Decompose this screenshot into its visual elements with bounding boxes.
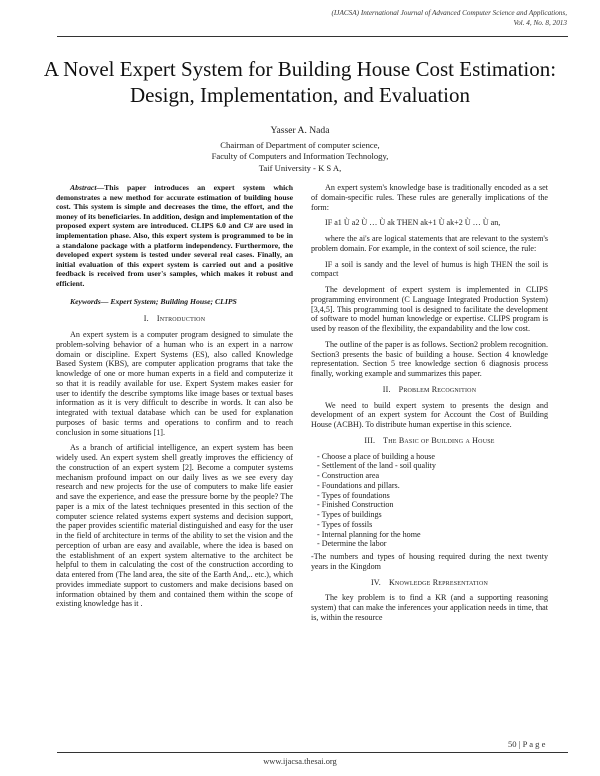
author-affiliation-1: Chairman of Department of computer science, bbox=[220, 139, 380, 150]
list-item: - Settlement of the land - soil quality bbox=[317, 461, 436, 471]
author-affiliation-3: Taif University - K S A, bbox=[258, 162, 342, 173]
left-column bbox=[56, 183, 293, 615]
list-item: - Finished Construction bbox=[317, 500, 394, 510]
list-item: - Types of foundations bbox=[317, 490, 390, 500]
journal-name: (IJACSA) International Journal of Advanced Computer Science and Applications, bbox=[331, 9, 567, 17]
list-item: - Foundations and pillars. bbox=[317, 480, 400, 490]
housing-requirement-line: -The numbers and types of housing required during the next twenty years in the Kingdom bbox=[311, 552, 548, 571]
outline-paragraph: The outline of the paper is as follows. Section2 problem recognition. Section3 presents the basic of building a house. Section 4 knowledge representation. Section 5 tree knowledge section 6 diagnosis process finally, working example and summarizes this paper. bbox=[311, 339, 548, 378]
list-item: - Types of buildings bbox=[317, 510, 382, 519]
list-item: - Determine the labor bbox=[317, 539, 387, 549]
soil-rule-example: IF a soil is sandy and the level of humus is high THEN the soil is compact bbox=[311, 259, 548, 279]
list-item: - Choose a place of building a house bbox=[317, 451, 436, 461]
clips-paragraph: The development of expert system is implemented in CLIPS programming environment (C Language Integrated Production System) [3,4,5]. This programming tool is designed to facilitate the development of software to model human knowledge or expertise. CLIPS program is used by reason of the flexibility, the expandability and the low cost. bbox=[311, 285, 548, 333]
list-item: - Types of fossils bbox=[317, 519, 373, 529]
journal-header bbox=[207, 8, 567, 28]
keywords: Keywords— Expert System; Building House; CLIPS bbox=[70, 296, 237, 306]
intro-paragraph-1: An expert system is a computer program designed to simulate the problem-solving behavior of a human who is an expert in a narrow domain or discipline. Expert Systems (ES), also called Knowledge Based System (KBS), are computer application programs that take the knowledge of one or more human experts in a field and computerize it so that it is readily available for use. Expert System makes easier for user to identify the describe symptoms like image bases or textual bases information as it is very difficult to describe in words. It can also be integrated with textual database which can be used for explanation purposes of basic terms and operations to confirm and to reach conclusion in some situations [1]. bbox=[56, 330, 293, 437]
page-number: 50 | P a g e bbox=[508, 739, 546, 749]
abstract bbox=[56, 183, 293, 289]
list-item: - Internal planning for the home bbox=[317, 529, 421, 539]
journal-volume: Vol. 4, No. 8, 2013 bbox=[513, 19, 567, 27]
author-name: Yasser A. Nada bbox=[270, 125, 330, 136]
rule-formula: IF a1 Ù a2 Ù … Ù ak THEN ak+1 Ù ak+2 Ù … Ù an, bbox=[325, 218, 501, 228]
paper-title: A Novel Expert System for Building House Cost Estimation: Design, Implementation, and Evaluation bbox=[43, 57, 557, 107]
right-column bbox=[311, 183, 548, 629]
building-steps-list bbox=[311, 452, 548, 550]
list-item: - Construction area bbox=[317, 471, 380, 480]
abstract-text: This paper introduces an expert system which demonstrates a new method for accurate estimation of building house cost. This system is simple and decreases the time, the effort, and the money of its beneficiaries. In addition, design and implementation of the proposed expert system are introduced. CLIPS 6.0 and C# are used in implementation phase. Also, this expert system is programmed to be in a standalone package with a platform independency. Furthermore, the developed expert system is tested under several real cases. Finally, an initial evaluation of this expert system is carried out and a positive feedback is received from user's samples, which makes it robust and efficient. bbox=[56, 183, 293, 288]
abstract-label: Abstract— bbox=[70, 183, 105, 192]
author-block bbox=[150, 125, 450, 174]
section-heading-introduction: I. Introduction bbox=[143, 314, 206, 324]
intro-paragraph-2: As a branch of artificial intelligence, an expert system has been widely used. An expert system shell greatly improves the efficiency of the construction of an expert system [2]. Become a computer systems mechanism profound impact on our daily lives as we see every day research and new projects for the use of computers to make life easier and save the experience, and ease the pressure borne by the people? The paper is a mix of the latest techniques presented in this section of the computer science related systems expert systems and decision support, the paper provides scientific material distinguished and easy for the user in the field of architecture in terms of the ability to set the vision and the perception of urban are easy and available, where the idea is based on the establishment of an expert system alternative to the architect be helpful to them in calculating the cost of the construction according to data entered from (The land area, the site of the Earth And,.. etc.), which provides immediate support to customers and make decisions based on information obtained by them and contained them within the scope of existing knowledge has it . bbox=[56, 443, 293, 609]
header-divider bbox=[57, 36, 568, 37]
section-heading-knowledge-representation: IV. Knowledge Representation bbox=[370, 577, 489, 587]
section-heading-basic-building: III. The Basic of Building a House bbox=[364, 435, 495, 445]
problem-recognition-paragraph: We need to build expert system to presents the design and development of an expert system for Account the Cost of Building House (ACBH). To distribute human expertise in this science. bbox=[311, 400, 548, 429]
section-heading-problem-recognition: II. Problem Recognition bbox=[382, 384, 477, 394]
footer-divider bbox=[57, 752, 568, 753]
rule-explanation-paragraph: where the ai's are logical statements that are relevant to the system's problem domain. For example, in the context of soil science, the rule: bbox=[311, 234, 548, 253]
knowledge-base-paragraph: An expert system's knowledge base is traditionally encoded as a set of domain-specific rules. These rules are generally implications of the form: bbox=[311, 183, 548, 212]
knowledge-representation-paragraph: The key problem is to find a KR (and a supporting reasoning system) that can make the inferences your application needs in time, that is, within the resource bbox=[311, 593, 548, 622]
author-affiliation-2: Faculty of Computers and Information Technology, bbox=[211, 151, 389, 162]
journal-url: www.ijacsa.thesai.org bbox=[263, 757, 337, 766]
